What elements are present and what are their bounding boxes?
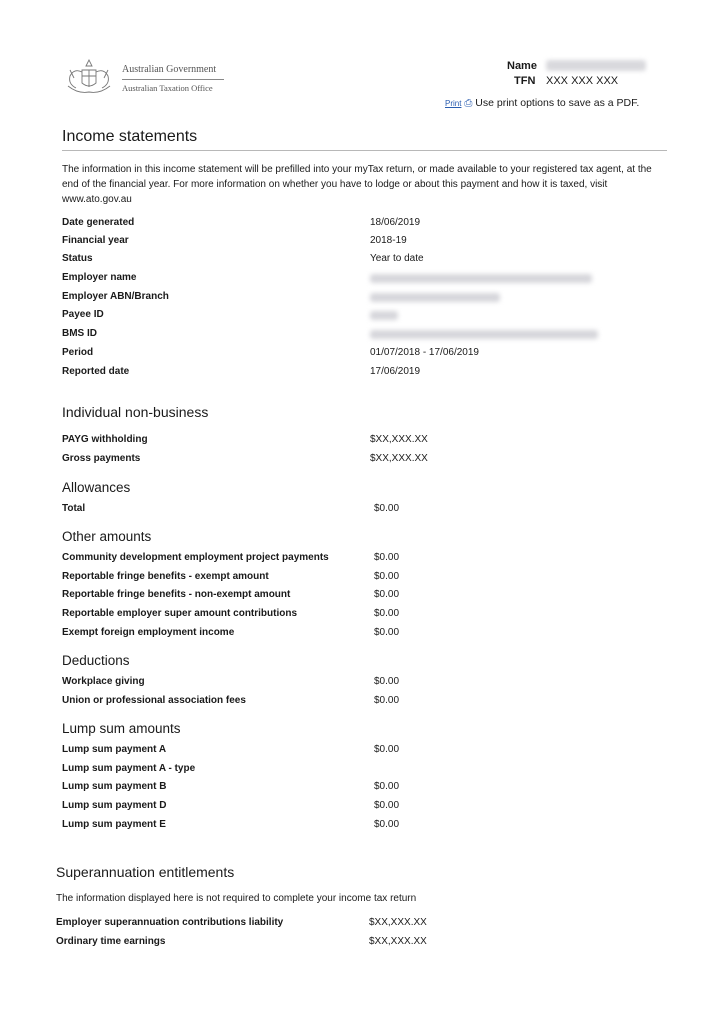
detail-label: Payee ID (62, 309, 104, 320)
amount-value: $XX,XXX.XX (370, 453, 428, 464)
intro-paragraph: The information in this income statement will be prefilled into your myTax return, or made available to your registered tax agent, at the end of the financial year. For more information on whether you have to lodge or about this payment and how it is taxed, visit www.ato.gov.au (62, 164, 652, 205)
amount-row (62, 798, 662, 814)
amount-label: Workplace giving (62, 676, 145, 687)
amount-label: Reportable fringe benefits - exempt amount (62, 571, 269, 582)
amount-label: Lump sum payment D (62, 800, 167, 811)
amount-label: Gross payments (62, 453, 141, 464)
detail-label: Period (62, 347, 94, 358)
tfn-value: XXX XXX XXX (546, 75, 619, 87)
print-hint-text: Use print options to save as a PDF. (475, 97, 640, 109)
bms-id-redacted (370, 330, 598, 339)
detail-value: Year to date (370, 253, 424, 264)
logo-divider (122, 79, 224, 80)
amount-row (62, 817, 662, 833)
detail-row-payee-id (62, 307, 662, 323)
amount-value: $0.00 (374, 819, 400, 830)
amount-label: Lump sum payment E (62, 819, 166, 830)
detail-row-employer-name (62, 270, 662, 286)
detail-row-status (62, 251, 662, 267)
amount-value: $0.00 (374, 552, 400, 563)
amount-row (62, 432, 662, 448)
name-label: Name (507, 60, 537, 72)
amount-row (62, 550, 662, 566)
amount-row (62, 569, 662, 585)
amount-row (62, 742, 662, 758)
detail-label: Reported date (62, 366, 130, 377)
detail-label: Date generated (62, 217, 135, 228)
detail-row-employer-abn (62, 289, 662, 305)
section-heading-other-amounts: Other amounts (62, 529, 152, 544)
detail-label: Employer name (62, 272, 137, 283)
detail-row-reported-date (62, 364, 662, 380)
amount-row (62, 606, 662, 622)
amount-value: $0.00 (374, 676, 400, 687)
amount-value: $0.00 (374, 571, 400, 582)
amount-label: Union or professional association fees (62, 695, 246, 706)
print-hint-row (445, 97, 639, 109)
section-heading-superannuation: Superannuation entitlements (56, 864, 235, 880)
amount-label: Lump sum payment B (62, 781, 167, 792)
amount-label: Ordinary time earnings (56, 936, 166, 947)
amount-row (62, 693, 662, 709)
amount-label: Reportable employer super amount contributions (62, 608, 298, 619)
detail-row-date-generated (62, 215, 662, 231)
payee-id-redacted (370, 311, 398, 320)
tfn-label: TFN (514, 75, 536, 87)
amount-label: Community development employment project payments (62, 552, 329, 563)
amount-row (62, 451, 662, 467)
amount-value: $0.00 (374, 695, 400, 706)
ato-logo (60, 56, 240, 100)
amount-row (62, 779, 662, 795)
coat-of-arms-icon (60, 56, 118, 100)
detail-label: Financial year (62, 235, 129, 246)
detail-row-period (62, 345, 662, 361)
detail-value: 01/07/2018 - 17/06/2019 (370, 347, 479, 358)
section-heading-lump-sum: Lump sum amounts (62, 721, 181, 736)
detail-value: 2018-19 (370, 235, 407, 246)
amount-label: Total (62, 503, 86, 514)
amount-label: Lump sum payment A - type (62, 763, 196, 774)
amount-row (56, 915, 656, 931)
amount-value: $XX,XXX.XX (369, 917, 427, 928)
logo-government-text: Australian Government (122, 64, 217, 75)
amount-row (56, 934, 656, 950)
amount-value: $0.00 (374, 503, 400, 514)
employer-name-redacted (370, 274, 592, 283)
detail-row-bms-id (62, 326, 662, 342)
amount-row (62, 587, 662, 603)
amount-value: $XX,XXX.XX (370, 434, 428, 445)
print-link[interactable]: Print (445, 99, 462, 108)
amount-value: $0.00 (374, 608, 400, 619)
section-heading-individual: Individual non-business (62, 404, 209, 420)
section-heading-allowances: Allowances (62, 480, 131, 495)
amount-label: Employer superannuation contributions liability (56, 917, 284, 928)
amount-value: $0.00 (374, 744, 400, 755)
detail-label: Status (62, 253, 93, 264)
detail-label: BMS ID (62, 328, 97, 339)
amount-label: Reportable fringe benefits - non-exempt amount (62, 589, 291, 600)
detail-label: Employer ABN/Branch (62, 291, 169, 302)
amount-label: Exempt foreign employment income (62, 627, 235, 638)
detail-row-financial-year (62, 233, 662, 249)
amount-value: $XX,XXX.XX (369, 936, 427, 947)
printer-icon[interactable]: ⎙ (464, 98, 473, 109)
logo-ato-text: Australian Taxation Office (122, 83, 213, 93)
superannuation-note: The information displayed here is not required to complete your income tax return (56, 893, 417, 904)
amount-row (62, 674, 662, 690)
detail-value: 17/06/2019 (370, 366, 421, 377)
section-heading-deductions: Deductions (62, 653, 130, 668)
amount-value: $0.00 (374, 627, 400, 638)
amount-row (62, 501, 662, 517)
page-title: Income statements (62, 128, 667, 151)
name-value-redacted (546, 60, 646, 71)
amount-row (62, 625, 662, 641)
detail-value: 18/06/2019 (370, 217, 421, 228)
amount-label: PAYG withholding (62, 434, 148, 445)
amount-row (62, 761, 662, 777)
amount-label: Lump sum payment A (62, 744, 167, 755)
amount-value: $0.00 (374, 781, 400, 792)
amount-value: $0.00 (374, 800, 400, 811)
employer-abn-redacted (370, 293, 500, 302)
amount-value: $0.00 (374, 589, 400, 600)
